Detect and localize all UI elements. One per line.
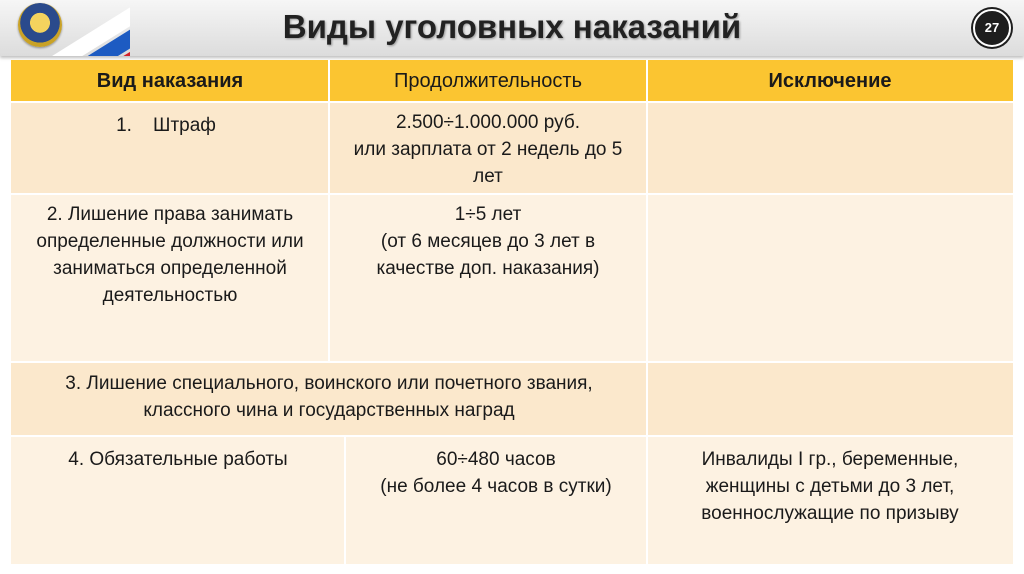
slide-title: Виды уголовных наказаний xyxy=(282,8,742,45)
row4-duration: 60÷480 часов (не более 4 часов в сутки) xyxy=(345,436,647,564)
row2-exception xyxy=(647,194,1013,362)
row1-exception xyxy=(647,102,1013,194)
slide-header xyxy=(0,0,1024,56)
row1-duration: 2.500÷1.000.000 руб. или зарплата от 2 недель до 5 лет xyxy=(329,102,647,194)
page-number-badge: 27 xyxy=(973,9,1011,47)
row3-exception xyxy=(647,362,1013,436)
row1-type: 1. Штраф xyxy=(11,102,329,194)
table-divider xyxy=(11,435,1013,437)
row4-exception: Инвалиды I гр., беременные, женщины с детьми до 3 лет, военнослужащие по призыву xyxy=(647,436,1013,564)
table-divider xyxy=(344,436,346,564)
table-divider xyxy=(646,60,648,564)
row2-type: 2. Лишение права занимать определенные должности или заниматься определенной деятельностью xyxy=(11,194,329,362)
table-divider xyxy=(11,193,1013,195)
header-duration: Продолжительность xyxy=(329,60,647,102)
header-type: Вид наказания xyxy=(11,60,329,102)
table-divider xyxy=(328,60,330,362)
row2-duration: 1÷5 лет (от 6 месяцев до 3 лет в качестве доп. наказания) xyxy=(329,194,647,362)
table-divider xyxy=(11,361,1013,363)
row3-type: 3. Лишение специального, воинского или почетного звания, классного чина и государственных наград xyxy=(11,362,647,436)
row4-type: 4. Обязательные работы xyxy=(11,436,345,564)
header-exception: Исключение xyxy=(647,60,1013,102)
table-divider xyxy=(11,101,1013,103)
